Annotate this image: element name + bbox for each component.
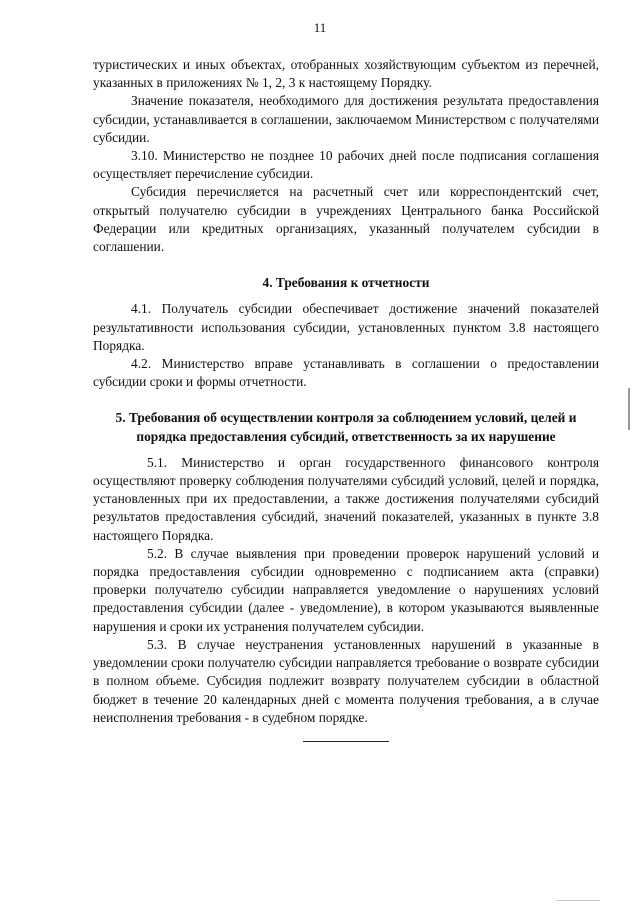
spacer <box>93 391 599 409</box>
scan-edge-mark <box>628 388 630 430</box>
spacer <box>93 727 599 741</box>
section-4-title: 4. Требования к отчетности <box>262 275 430 291</box>
spacer <box>93 446 599 454</box>
spacer <box>93 256 599 274</box>
paragraph-3-10: 3.10. Министерство не позднее 10 рабочих дней после подписания соглашения осуществляет перечисление субсидии. <box>93 148 599 182</box>
document-body <box>93 56 599 742</box>
paragraph-4-2: 4.2. Министерство вправе устанавливать в соглашении о предоставлении субсидии сроки и формы отчетности. <box>93 356 599 390</box>
paragraph-5-1: 5.1. Министерство и орган государственного финансового контроля осуществляют проверку соблюдения получателями субсидий условий, целей и порядка, установленных при их предоставлении, а также достижения получателями субсидий результатов предоставления субсидий, значений показателей, указанных в пункте 3.8 настоящего Порядка. <box>93 454 599 543</box>
scan-corner-mark <box>556 900 600 901</box>
page-number: 11 <box>313 20 327 35</box>
paragraph-5-3: 5.3. В случае неустранения установленных нарушений в указанные в уведомлении сроки получателю субсидии направляется требование о возврате субсидии в полном объеме. Субсидия подлежит возврату получателем субсидии в областной бюджет в течение 20 календарных дней с момента получения требования, а в случае неисполнения требования - в судебном порядке. <box>93 636 599 725</box>
paragraph-5-2: 5.2. В случае выявления при проведении проверок нарушений условий и порядка предоставления субсидии одновременно с подписанием акта (справки) проверки получателю субсидии направляется уведомление о нарушениях условий предоставления субсидии (далее - уведомление), в котором указываются выявленные нарушения и сроки их устранения получателем субсидии. <box>93 545 599 634</box>
end-of-text-rule <box>303 741 389 742</box>
spacer <box>93 292 599 300</box>
paragraph-indicator-value: Значение показателя, необходимого для достижения результата предоставления субсидии, устанавливается в соглашении, заключаемом Министерством с получателями субсидии. <box>93 93 599 145</box>
section-5-title: 5. Требования об осуществлении контроля за соблюдением условий, целей и порядка предоставления субсидий, ответственность за их нарушение <box>115 410 577 444</box>
paragraph-transfer-account: Субсидия перечисляется на расчетный счет или корреспондентский счет, открытый получателю субсидии в учреждениях Центрального банка Российской Федерации или кредитных организациях, указанный получателем субсидии в соглашении. <box>93 184 599 255</box>
paragraph-objects-list: туристических и иных объектах, отобранных хозяйствующим субъектом из перечней, указанных в приложениях № 1, 2, 3 к настоящему Порядку. <box>93 57 599 91</box>
paragraph-4-1: 4.1. Получатель субсидии обеспечивает достижение значений показателей результативности использования субсидии, установленных пунктом 3.8 настоящего Порядка. <box>93 301 599 353</box>
